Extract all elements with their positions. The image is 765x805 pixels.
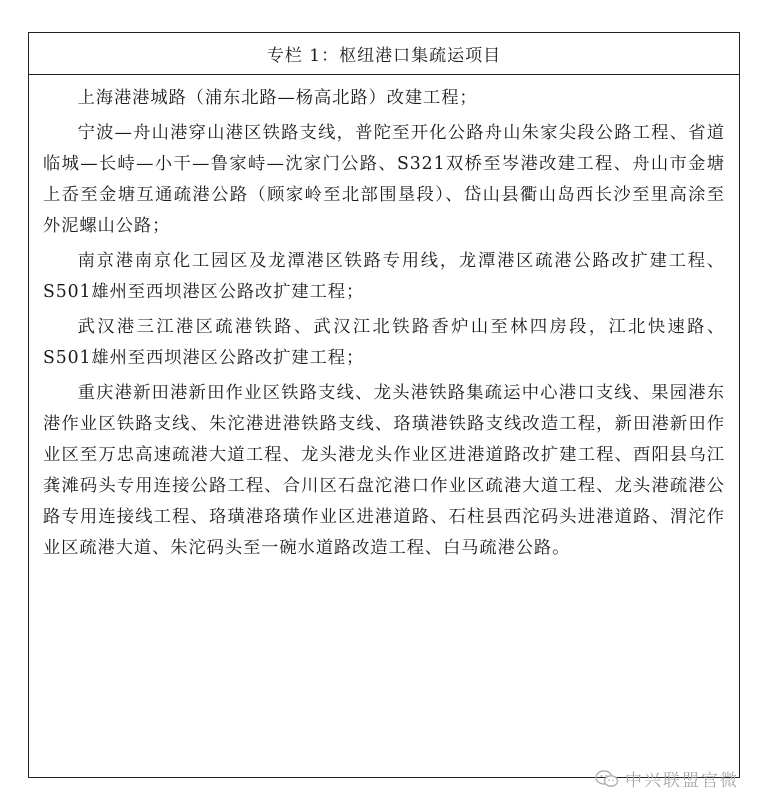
panel-content — [29, 75, 739, 564]
watermark — [595, 766, 739, 791]
panel-title: 专栏 1：枢纽港口集疏运项目 — [29, 33, 739, 75]
paragraph-wuhan: 武汉港三江港区疏港铁路、武汉江北铁路香炉山至林四房段，江北快速路、S501雄州至西坝港区公路改扩建工程； — [43, 317, 725, 368]
paragraph-chongqing: 重庆港新田港新田作业区铁路支线、龙头港铁路集疏运中心港口支线、果园港东港作业区铁路支线、朱沱港进港铁路支线、珞璜港铁路支线改造工程，新田港新田作业区至万忠高速疏港大道工程、龙头港龙头作业区进港道路改扩建工程、酉阳县乌江龚滩码头专用连接公路工程、合川区石盘沱港口作业区疏港大道工程、龙头港疏港公路专用连接线工程、珞璜港珞璜作业区进港道路、石柱县西沱码头进港道路、渭沱作业区疏港大道、朱沱码头至一碗水道路改造工程、白马疏港公路。 — [43, 383, 725, 558]
watermark-text: 中兴联盟官微 — [625, 771, 739, 791]
paragraph-nanjing: 南京港南京化工园区及龙潭港区铁路专用线，龙潭港区疏港公路改扩建工程、S501雄州至西坝港区公路改扩建工程； — [43, 251, 725, 302]
paragraph-shanghai: 上海港港城路（浦东北路—杨高北路）改建工程； — [77, 88, 478, 108]
project-panel — [28, 32, 740, 778]
paragraph-ningbo-zhoushan: 宁波—舟山港穿山港区铁路支线，普陀至开化公路舟山朱家尖段公路工程、省道临城—长峙—小干—鲁家峙—沈家门公路、S321双桥至岑港改建工程、舟山市金塘上岙至金塘互通疏港公路（顾家岭至北部围垦段）、岱山县衢山岛西长沙至里高涂至外泥螺山公路； — [43, 123, 725, 236]
wechat-icon — [595, 770, 619, 788]
